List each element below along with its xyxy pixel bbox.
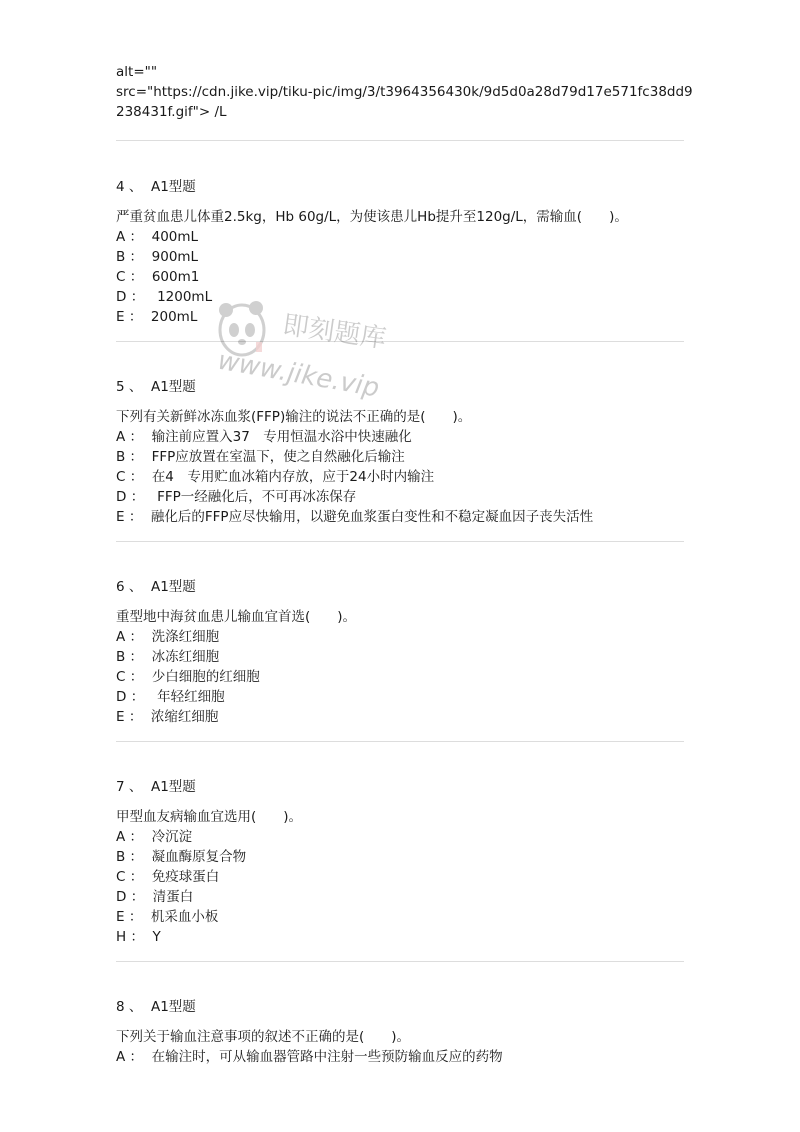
option-key: A <box>116 429 126 445</box>
option-d[interactable]: D ： 年轻红细胞 <box>116 689 225 705</box>
question-type: A1型题 <box>150 999 196 1015</box>
question-stem: 重型地中海贫血患儿输血宜首选( )。 <box>116 609 357 625</box>
option-c[interactable]: C ： 600m1 <box>116 269 200 285</box>
option-b[interactable]: B ： 凝血酶原复合物 <box>116 849 247 865</box>
option-e[interactable]: E ： 200mL <box>116 309 198 325</box>
question-5 <box>116 377 684 527</box>
option-e[interactable]: E ： 融化后的FFP应尽快输用，以避免血浆蛋白变性和不稳定凝血因子丧失活性 <box>116 509 594 525</box>
option-key: B <box>116 249 126 265</box>
fragment-line: alt="" <box>116 64 158 80</box>
option-text: 在4 专用贮血冰箱内存放，应于24小时内输注 <box>151 469 435 485</box>
question-header: 4 、 A1型题 <box>116 179 196 195</box>
option-key: D <box>116 889 127 905</box>
option-key: C <box>116 669 126 685</box>
option-text: Y <box>152 929 161 945</box>
question-stem: 下列关于输血注意事项的叙述不正确的是( )。 <box>116 1029 411 1045</box>
question-number: 8 <box>116 999 125 1015</box>
option-e[interactable]: E ： 浓缩红细胞 <box>116 709 219 725</box>
option-d[interactable]: D ： 清蛋白 <box>116 889 194 905</box>
option-text: 900mL <box>151 249 199 265</box>
option-key: A <box>116 629 126 645</box>
option-c[interactable]: C ： 免疫球蛋白 <box>116 869 220 885</box>
question-number: 7 <box>116 779 125 795</box>
option-text: 清蛋白 <box>152 889 194 905</box>
question-type: A1型题 <box>150 579 196 595</box>
option-text: 400mL <box>151 229 199 245</box>
option-key: C <box>116 469 126 485</box>
option-key: B <box>116 449 126 465</box>
option-text: 输注前应置入37 专用恒温水浴中快速融化 <box>151 429 412 445</box>
option-a[interactable]: A ： 在输注时，可从输血器管路中注射一些预防输血反应的药物 <box>116 1049 503 1065</box>
question-header: 5 、 A1型题 <box>116 379 196 395</box>
option-h[interactable]: H ： Y <box>116 929 161 945</box>
option-key: D <box>116 289 127 305</box>
question-divider <box>116 961 684 962</box>
question-type: A1型题 <box>150 779 196 795</box>
option-a[interactable]: A ： 400mL <box>116 229 199 245</box>
option-key: B <box>116 649 126 665</box>
document-page <box>116 0 693 1132</box>
option-text: 融化后的FFP应尽快输用，以避免血浆蛋白变性和不稳定凝血因子丧失活性 <box>150 509 594 525</box>
option-text: 1200mL <box>152 289 213 305</box>
option-key: E <box>116 709 125 725</box>
question-number: 6 <box>116 579 125 595</box>
question-header: 8 、 A1型题 <box>116 999 196 1015</box>
option-text: FFP一经融化后，不可再冰冻保存 <box>152 489 357 505</box>
option-a[interactable]: A ： 冷沉淀 <box>116 829 193 845</box>
option-key: E <box>116 909 125 925</box>
option-key: B <box>116 849 126 865</box>
option-text: 冷沉淀 <box>151 829 193 845</box>
question-stem: 甲型血友病输血宜选用( )。 <box>116 809 303 825</box>
option-key: H <box>116 929 127 945</box>
option-b[interactable]: B ： 冰冻红细胞 <box>116 649 220 665</box>
question-type: A1型题 <box>150 379 196 395</box>
option-text: 年轻红细胞 <box>152 689 225 705</box>
question-header: 7 、 A1型题 <box>116 779 196 795</box>
option-b[interactable]: B ： 900mL <box>116 249 199 265</box>
question-number: 4 <box>116 179 125 195</box>
option-text: 洗涤红细胞 <box>151 629 220 645</box>
question-stem: 严重贫血患儿体重2.5kg，Hb 60g/L，为使该患儿Hb提升至120g/L，需输血( )。 <box>116 209 628 225</box>
option-d[interactable]: D ： 1200mL <box>116 289 213 305</box>
option-key: E <box>116 309 125 325</box>
option-key: A <box>116 229 126 245</box>
option-c[interactable]: C ： 少白细胞的红细胞 <box>116 669 260 685</box>
html-fragment-text <box>116 62 693 122</box>
option-text: FFP应放置在室温下，使之自然融化后输注 <box>151 449 405 465</box>
option-key: E <box>116 509 125 525</box>
option-c[interactable]: C ： 在4 专用贮血冰箱内存放，应于24小时内输注 <box>116 469 435 485</box>
option-key: C <box>116 269 126 285</box>
question-6 <box>116 577 684 727</box>
question-7 <box>116 777 684 947</box>
option-text: 凝血酶原复合物 <box>151 849 247 865</box>
question-divider <box>116 341 684 342</box>
question-stem: 下列有关新鲜冰冻血浆(FFP)输注的说法不正确的是( )。 <box>116 409 472 425</box>
question-divider <box>116 140 684 141</box>
watermark-url: www.jike.vip <box>215 345 382 400</box>
option-a[interactable]: A ： 输注前应置入37 专用恒温水浴中快速融化 <box>116 429 412 445</box>
question-8 <box>116 997 684 1067</box>
option-key: A <box>116 1049 126 1065</box>
option-key: D <box>116 489 127 505</box>
option-e[interactable]: E ： 机采血小板 <box>116 909 219 925</box>
option-text: 浓缩红细胞 <box>150 709 219 725</box>
option-text: 冰冻红细胞 <box>151 649 220 665</box>
option-text: 机采血小板 <box>150 909 219 925</box>
option-a[interactable]: A ： 洗涤红细胞 <box>116 629 220 645</box>
fragment-line: 238431f.gif"> /L <box>116 104 227 120</box>
question-header: 6 、 A1型题 <box>116 579 196 595</box>
option-text: 600m1 <box>151 269 200 285</box>
option-key: D <box>116 689 127 705</box>
question-type: A1型题 <box>150 179 196 195</box>
question-number: 5 <box>116 379 125 395</box>
option-key: C <box>116 869 126 885</box>
option-text: 在输注时，可从输血器管路中注射一些预防输血反应的药物 <box>151 1049 503 1065</box>
option-text: 免疫球蛋白 <box>151 869 220 885</box>
question-4 <box>116 177 684 327</box>
option-d[interactable]: D ： FFP一经融化后，不可再冰冻保存 <box>116 489 357 505</box>
option-b[interactable]: B ： FFP应放置在室温下，使之自然融化后输注 <box>116 449 405 465</box>
option-text: 200mL <box>150 309 198 325</box>
option-text: 少白细胞的红细胞 <box>151 669 260 685</box>
question-divider <box>116 541 684 542</box>
fragment-line: src="https://cdn.jike.vip/tiku-pic/img/3/t3964356430k/9d5d0a28d79d17e571fc38dd9 <box>116 84 693 100</box>
question-divider <box>116 741 684 742</box>
watermark-brand: 即刻题库 <box>280 310 388 355</box>
option-key: A <box>116 829 126 845</box>
